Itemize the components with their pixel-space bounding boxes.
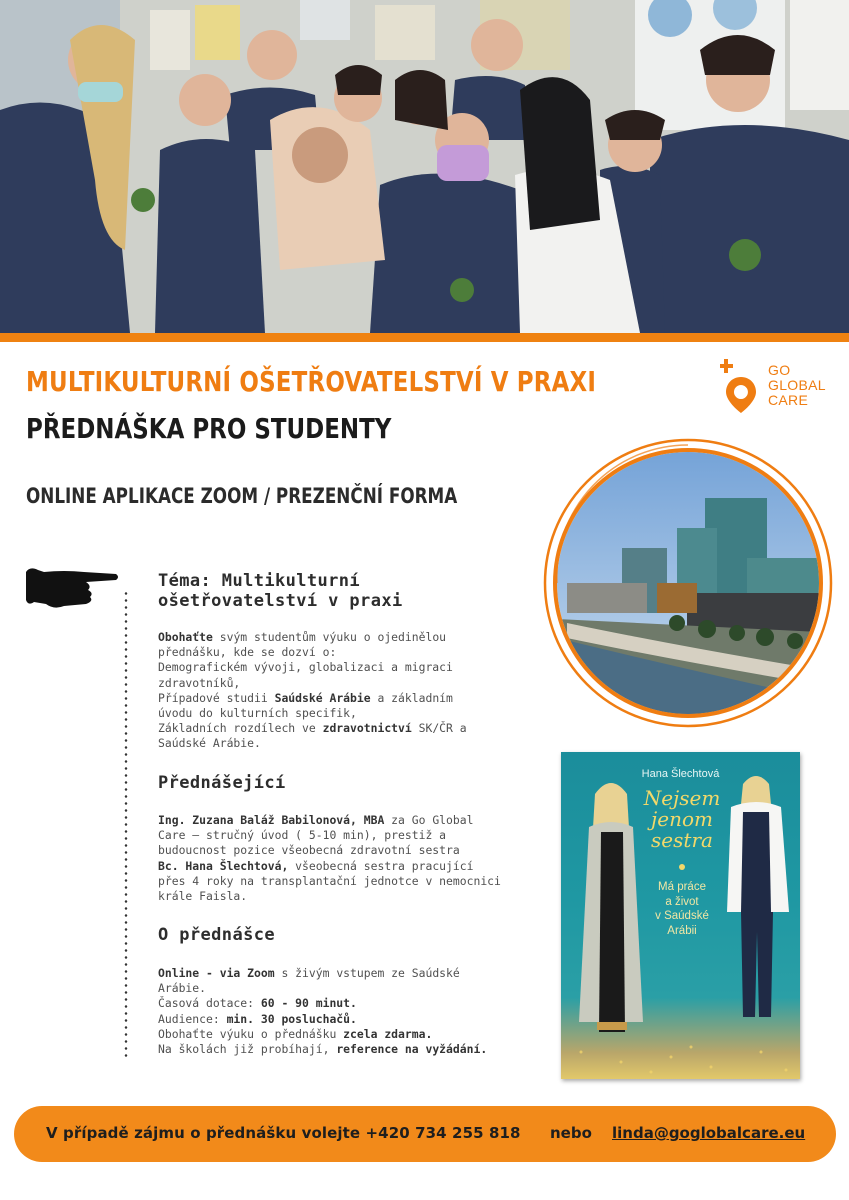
main-title: MULTIKULTURNÍ OŠETŘOVATELSTVÍ V PRAXI — [26, 365, 597, 398]
book-title: Nejsem jenom sestra — [643, 786, 721, 852]
contact-email-link[interactable]: linda@goglobalcare.eu — [612, 1124, 806, 1142]
tema-line: Základních rozdílech ve zdravotnictví SK/ČR a — [158, 721, 467, 736]
format-line: ONLINE APLIKACE ZOOM / PREZENČNÍ FORMA — [26, 484, 458, 508]
o-prednasce-line: Na školách již probíhají, reference na vyžádání. — [158, 1042, 488, 1057]
hospital-building-photo — [537, 433, 839, 735]
tema-line: úvodu do kulturních specifik, — [158, 706, 357, 721]
o-prednasce-line: Obohaťte výuku o přednášku zcela zdarma. — [158, 1026, 433, 1041]
prednasejici-heading: Přednášející — [158, 773, 286, 793]
logo-text-line1: GO — [768, 362, 791, 378]
prednasejici-line: krále Faisla. — [158, 889, 248, 904]
o-prednasce-heading: O přednášce — [158, 925, 275, 945]
contact-phone-text: V případě zájmu o přednášku volejte +420 734 255 818 — [46, 1124, 521, 1142]
book-bullet — [679, 864, 685, 870]
prednasejici-line: Care – stručný úvod ( 5-10 min), prestiž a — [158, 828, 447, 843]
logo-text-line2: GLOBAL — [768, 377, 826, 393]
pointing-hand-icon — [24, 566, 120, 610]
tema-line: Případové studii Saúdské Arábie a základním — [158, 690, 453, 705]
orange-divider — [0, 333, 849, 342]
logo-pin-icon — [720, 357, 762, 413]
tema-body — [158, 630, 518, 752]
book-author: Hana Šlechtová — [641, 768, 720, 780]
tema-heading: Téma: Multikulturní ošetřovatelství v praxi — [158, 571, 403, 611]
hero-team-photo — [0, 0, 849, 333]
dotted-divider — [124, 590, 128, 1058]
prednasejici-body — [158, 813, 518, 904]
book-subtitle: Má práce a život v Saúdské Arábii — [655, 881, 709, 937]
tema-line: Saúdské Arábie. — [158, 736, 261, 751]
o-prednasce-line: Arábie. — [158, 981, 207, 996]
tema-line: přednášku, kde se dozví o: — [158, 645, 337, 660]
o-prednasce-line: Online - via Zoom s živým vstupem ze Saúdské — [158, 966, 460, 980]
prednasejici-line: Ing. Zuzana Baláž Babilonová, MBA za Go Global — [158, 813, 474, 827]
book-cover — [561, 752, 800, 1079]
tema-line: Demografickém vývoji, globalizaci a migraci — [158, 660, 453, 675]
contact-or: nebo — [550, 1124, 592, 1142]
tema-line: zdravotníků, — [158, 675, 241, 690]
o-prednasce-line: Časová dotace: 60 - 90 minut. — [158, 996, 357, 1011]
o-prednasce-line: Audience: min. 30 posluchačů. — [158, 1011, 357, 1026]
prednasejici-line: budoucnost pozice všeobecná zdravotní sestra — [158, 843, 460, 858]
contact-bar — [14, 1106, 836, 1162]
prednasejici-line: přes 4 roky na transplantační jednotce v nemocnici — [158, 873, 501, 888]
subtitle: PŘEDNÁŠKA PRO STUDENTY — [26, 412, 392, 445]
prednasejici-line: Bc. Hana Šlechtová, všeobecná sestra pracující — [158, 858, 474, 873]
logo-text-line3: CARE — [768, 392, 809, 408]
tema-line: Obohaťte svým studentům výuku o ojedinělou — [158, 630, 447, 644]
go-global-care-logo — [720, 357, 840, 413]
o-prednasce-body — [158, 966, 518, 1057]
